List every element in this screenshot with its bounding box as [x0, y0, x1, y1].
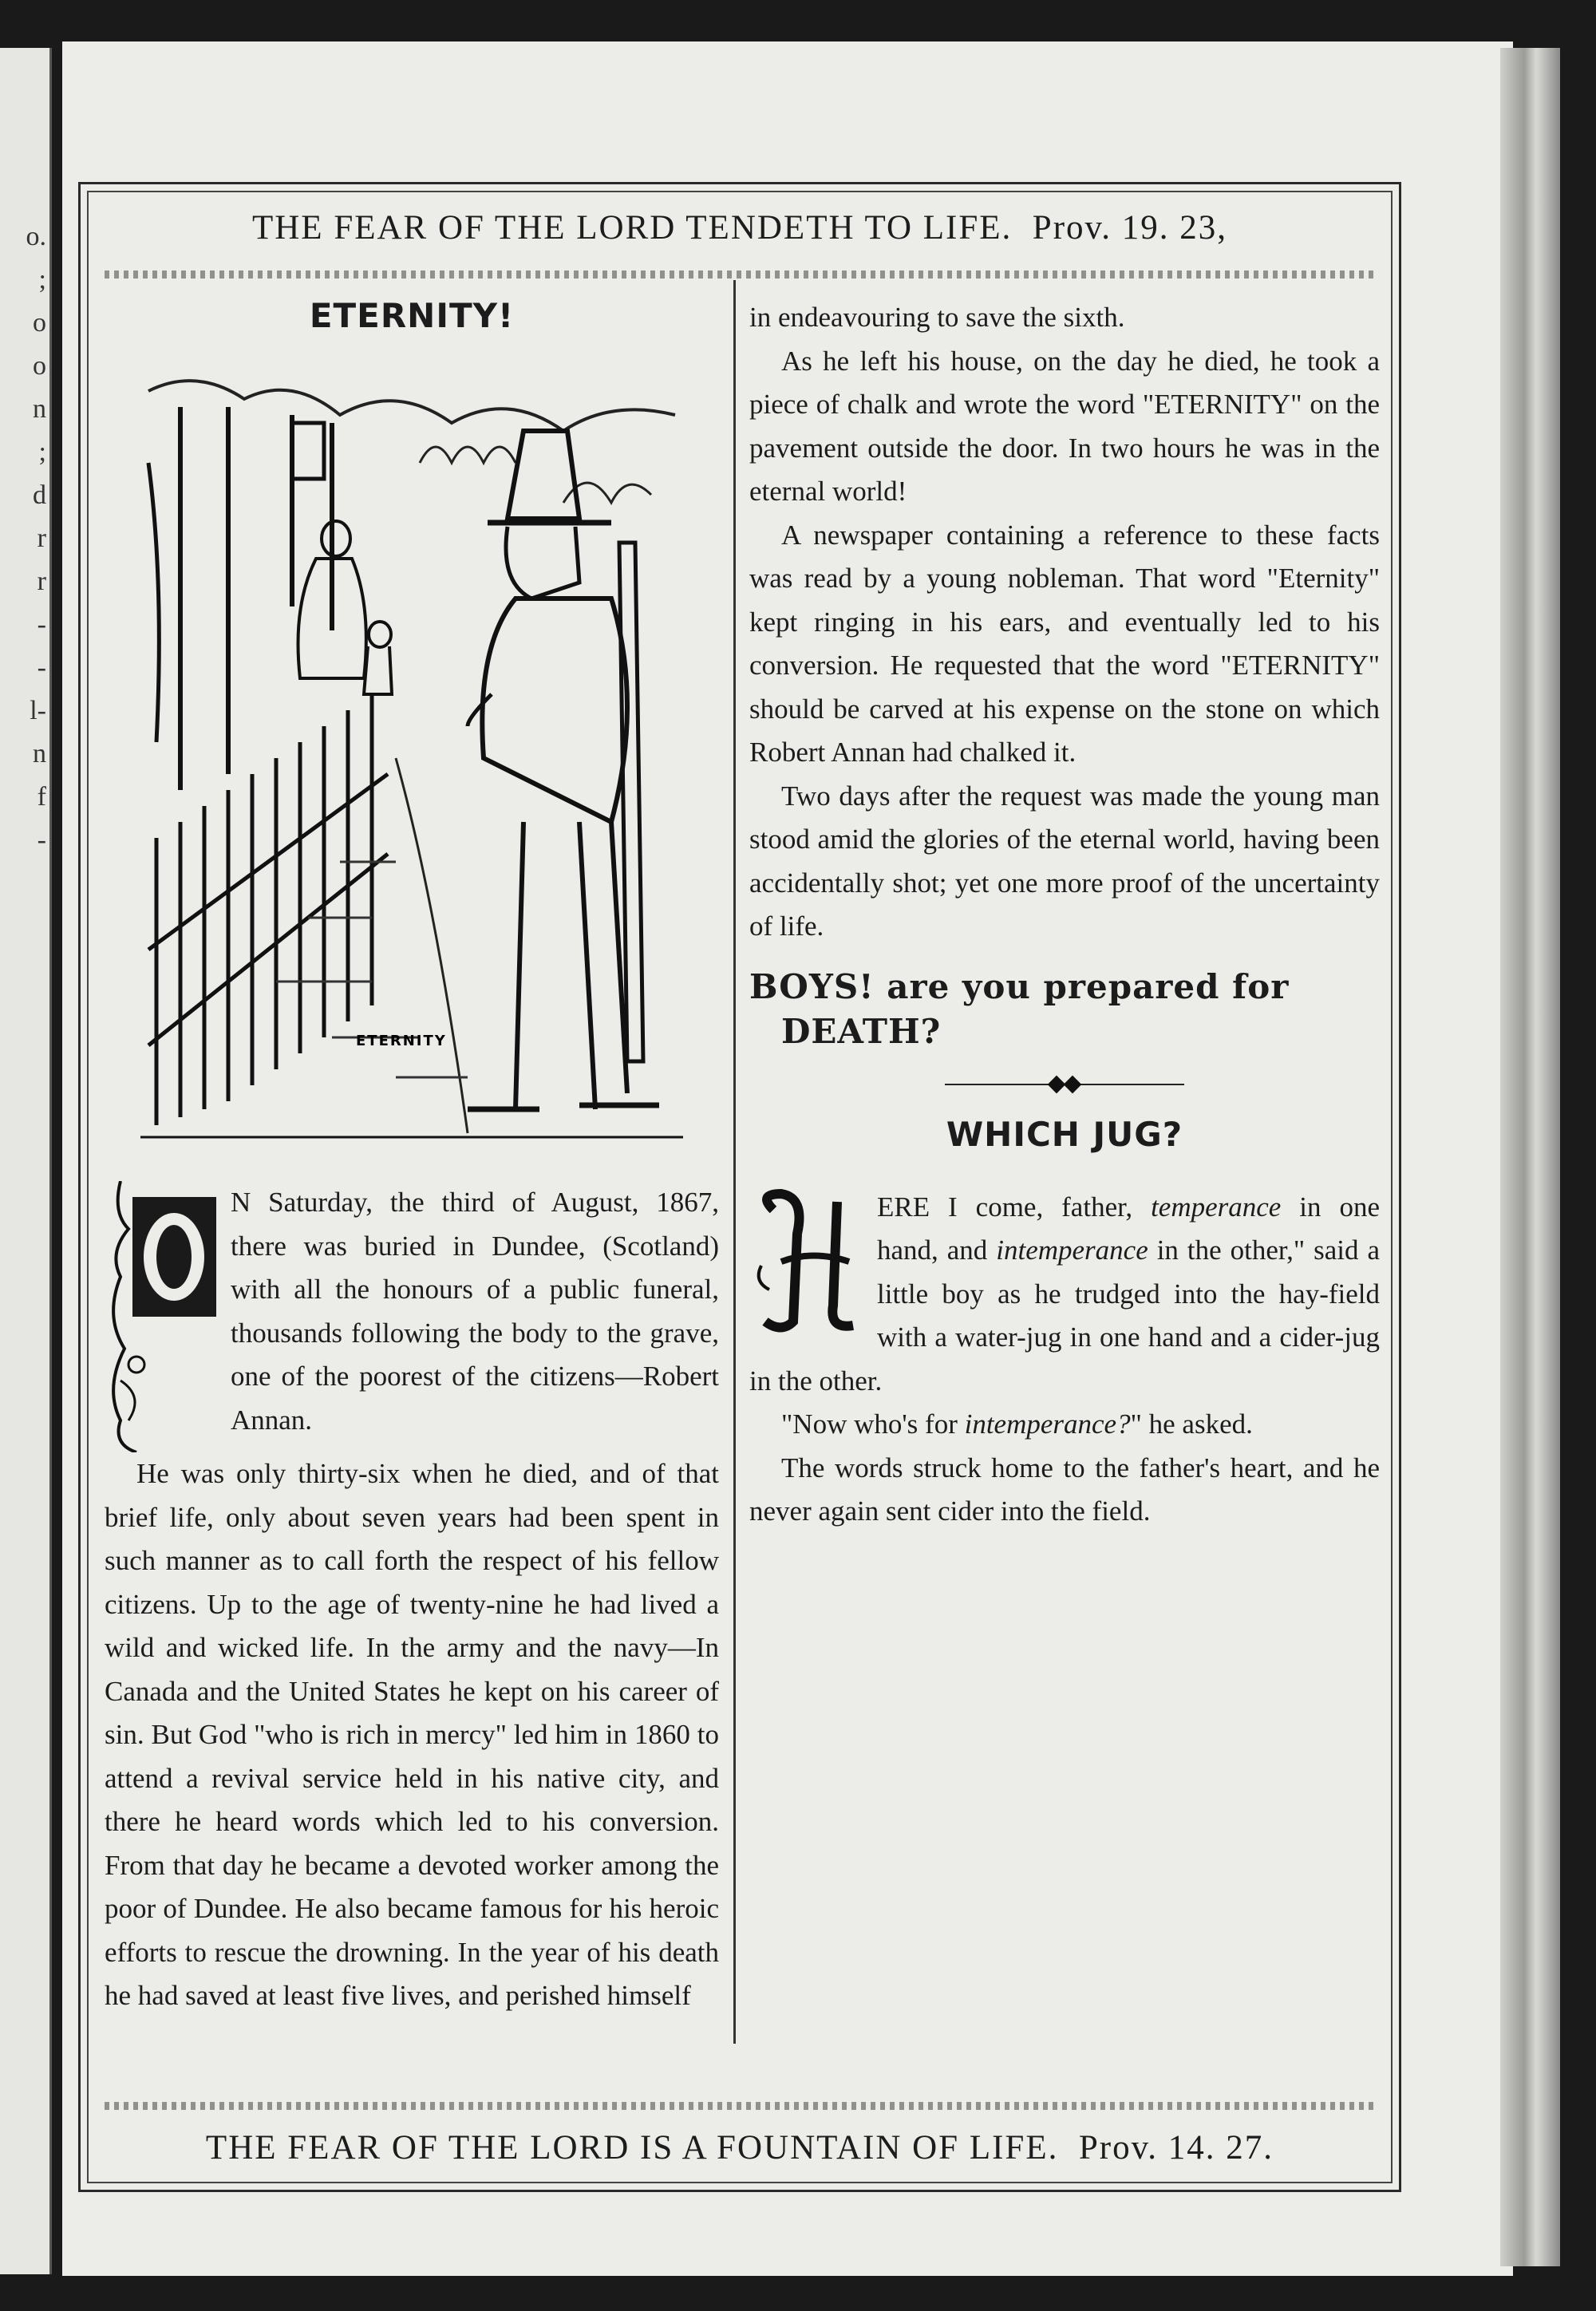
column-divider — [733, 280, 736, 2044]
eternity-paragraph-5: Two days after the request was made the young man stood amid the glories of the eternal world, having been accidentally shot; yet one more proof of the uncertainty of life. — [749, 780, 1380, 942]
eternity-paragraph-2-continued: in endeavouring to save the sixth. — [749, 302, 1125, 333]
eternity-paragraph-3: As he left his house, on the day he died, he took a piece of chalk and wrote the word "ETERNITY" on the pavement outside the door. In two hours he was in the eternal world! — [749, 345, 1380, 507]
exhortation-line-1: BOYS! are you prepared for — [749, 966, 1290, 1006]
left-column — [105, 280, 719, 2018]
man-writing-eternity-illustration — [132, 343, 691, 1141]
page-stack-edge — [1500, 48, 1560, 2266]
adjacent-page-fragment: - — [37, 653, 46, 682]
adjacent-page-fragment: n — [33, 394, 46, 424]
adjacent-page-fragment: o. — [26, 222, 46, 251]
section-ornament-rule — [945, 1075, 1184, 1094]
jug-p1-part-c: in the other," said a little boy as he trudged into the hay-field with a water-jug in one hand and a cider-jug in the other. — [749, 1235, 1380, 1396]
jug-p2-intemperance: intemperance? — [964, 1408, 1131, 1440]
chalked-word-caption: ETERNITY — [356, 1033, 447, 1049]
adjacent-page-text-fragments — [14, 215, 46, 862]
eternity-paragraph-1-text: N Saturday, the third of August, 1867, there was buried in Dundee, (Scotland) with all the honours of a public funeral, thousands following the body to the grave, one of the poorest of the citizens—Robert Annan. — [231, 1187, 719, 1436]
eternity-body — [105, 1181, 719, 2018]
adjacent-page-edge — [0, 48, 52, 2274]
adjacent-page-fragment: r — [37, 567, 46, 596]
jug-p1-temperance: temperance — [1151, 1191, 1282, 1223]
jug-p1-intemperance: intemperance — [996, 1235, 1148, 1266]
adjacent-page-fragment: f — [37, 782, 46, 812]
eternity-paragraph-4: A newspaper containing a reference to these facts was read by a young nobleman. That word "Eternity" kept ringing in his ears, and eventually led to his conversion. He requested that the word "ETERNITY" should be carved at his expense on the stone on which Robert Annan had chalked it. — [749, 519, 1380, 768]
eternity-title: ETERNITY! — [309, 296, 515, 335]
header-ornamental-rule — [105, 271, 1375, 279]
which-jug-paragraph-2 — [749, 1403, 1380, 1447]
jug-p2-part-a: "Now who's for — [781, 1408, 965, 1440]
exhortation-line-2: DEATH? — [781, 1011, 942, 1051]
adjacent-page-fragment: o — [33, 351, 46, 381]
jug-p1-part-a: ERE I come, father, — [877, 1191, 1152, 1223]
adjacent-page-fragment: d — [33, 480, 46, 510]
adjacent-page-fragment: ; — [38, 437, 46, 467]
adjacent-page-fragment: l- — [30, 696, 46, 725]
page-header — [81, 208, 1399, 247]
header-reference: Prov. 19. 23, — [1032, 209, 1227, 247]
jug-p2-part-b: " he asked. — [1130, 1408, 1253, 1440]
ornamental-dropcap-h — [749, 1186, 869, 1337]
ornamental-dropcap-o — [105, 1181, 224, 1452]
adjacent-page-fragment: n — [33, 739, 46, 768]
adjacent-page-fragment: ; — [38, 265, 46, 294]
adjacent-page-fragment: - — [37, 825, 46, 855]
adjacent-page-fragment: r — [37, 523, 46, 553]
header-motto: THE FEAR OF THE LORD TENDETH TO LIFE. — [251, 209, 1013, 247]
footer-ornamental-rule — [105, 2102, 1375, 2110]
page-frame — [78, 182, 1401, 2192]
footer-reference: Prov. 14. 27. — [1078, 2129, 1274, 2167]
footer-motto: THE FEAR OF THE LORD IS A FOUNTAIN OF LIFE. — [205, 2129, 1059, 2167]
adjacent-page-fragment: o — [33, 308, 46, 338]
jug-p1-part-b: in one hand, and — [877, 1191, 1380, 1266]
adjacent-page-fragment: - — [37, 610, 46, 639]
eternity-illustration — [132, 343, 691, 1141]
right-column — [749, 280, 1380, 1534]
page-footer — [81, 2128, 1399, 2167]
eternity-paragraph-2: He was only thirty-six when he died, and of that brief life, only about seven years had been spent in such manner as to call forth the respect of his fellow citizens. Up to the age of twenty-nine he had lived a wild and wicked life. In the army and the navy—In Canada and the United States he kept on his career of sin. But God "who is rich in mercy" led him in 1860 to attend a revival service held in his native city, and there he heard words which led to his conversion. From that day he became a devoted worker among the poor of Dundee. He also became famous for his heroic efforts to rescue the drowning. In the year of his death he had saved at least five lives, and perished himself — [105, 1458, 719, 2011]
which-jug-body — [749, 1186, 1380, 1534]
which-jug-paragraph-3: The words struck home to the father's heart, and he never again sent cider into the field. — [749, 1452, 1380, 1527]
which-jug-title: WHICH JUG? — [946, 1114, 1183, 1154]
